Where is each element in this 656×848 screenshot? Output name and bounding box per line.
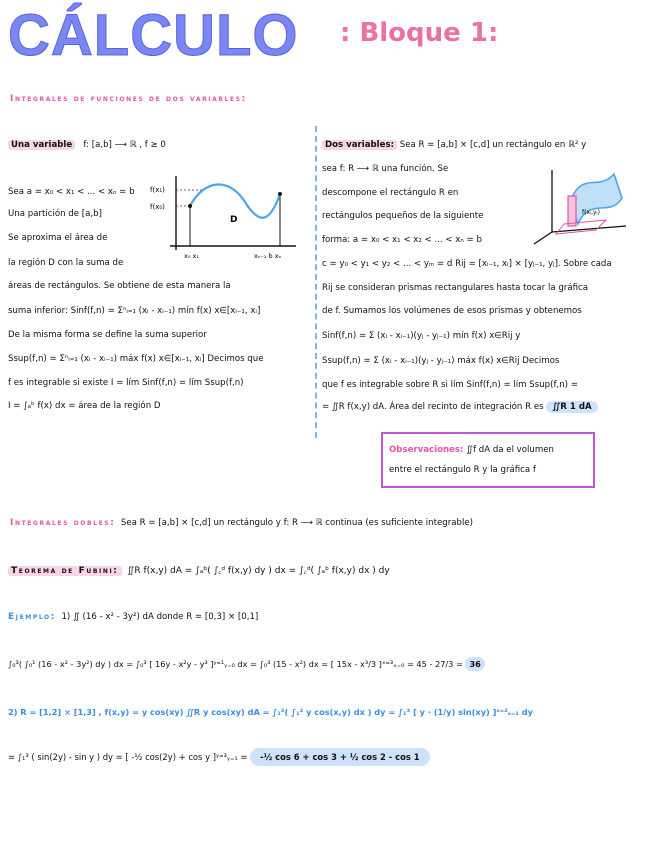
fubini-formula: ∬R f(x,y) dA = ∫ₐᵇ( ∫꜀ᵈ f(x,y) dy ) dx = ∫꜀ᵈ( ∫ₐᵇ f(x,y) dx ) dy <box>127 566 390 576</box>
example-2-statement: 2) R = [1,2] × [1,3] , f(x,y) = y cos(xy) ∬R y cos(xy) dA = ∫₁³( ∫₁² y cos(x,y) dx ) dy = ∫₁³ [ y · (1/y) sin(xy) ]ˣ⁼²ₓ₌₁ dy <box>8 707 533 717</box>
section-heading-double-integrals: Integrales dobles: <box>10 518 116 528</box>
left-line-3: la región D con la suma de <box>8 258 124 268</box>
function-curve <box>190 184 280 217</box>
column-divider <box>315 126 317 438</box>
fx0-label: f(x₀) <box>150 203 165 211</box>
prism <box>568 196 576 226</box>
right-line-8: Sinf(f,n) = Σ (xᵢ - xᵢ₋₁)(yⱼ - yⱼ₋₁) mín f(x) x∈Rij y <box>322 331 521 341</box>
right-line-4: forma: a = x₀ < x₁ < x₂ < ... < xₙ = b <box>322 235 482 245</box>
example-label: Ejemplo: <box>8 612 56 622</box>
observations-line-2: entre el rectángulo R y la gráfica f <box>389 465 536 475</box>
fx1-label: f(x₁) <box>150 186 165 194</box>
example-1-steps: ∫₀³( ∫₀¹ (16 - x² - 3y²) dy ) dx = ∫₀³ [ 16y - x²y - y³ ]ʸ⁼¹ᵧ₌₀ dx = ∫₀³ (15 - x²) dx = [ 15x - x³/3 ]ˣ⁼³ₓ₌₀ = 45 - 27/3 = <box>8 659 463 669</box>
one-variable-definition: f: [a,b] ⟶ ℝ , f ≥ 0 <box>83 140 166 150</box>
surface <box>570 174 622 224</box>
observations-line-1: ∬f dA da el volumen <box>466 445 554 455</box>
observations-label: Observaciones: <box>389 445 464 455</box>
fubini-theorem <box>8 562 390 581</box>
x-right-ticks: xₙ₋₁ b xₙ <box>254 252 282 260</box>
left-line-8: f es integrable si existe I = lím Sinf(f,n) = lím Ssup(f,n) <box>8 378 244 388</box>
right-line-0-wrap <box>322 136 586 155</box>
x-left-ticks: x₀ x₁ <box>184 252 199 260</box>
base-rectangle <box>556 220 606 234</box>
example-2-steps: = ∫₁³ ( sin(2y) - sin y ) dy = [ -½ cos(2y) + cos y ]ʸ⁼³ᵧ₌₁ = <box>8 752 248 762</box>
area-under-curve-graph <box>150 172 300 264</box>
right-line-11: = ∬R f(x,y) dA. Área del recinto de integración R es <box>322 402 544 412</box>
right-line-9: Ssup(f,n) = Σ (xᵢ - xᵢ₋₁)(yⱼ - yⱼ₋₁) máx f(x) x∈Rij Decimos <box>322 356 560 366</box>
right-line-11-wrap <box>322 398 598 417</box>
left-line-6: De la misma forma se define la suma superior <box>8 330 207 340</box>
example-2 <box>8 703 533 722</box>
left-line-1: Una partición de [a,b] <box>8 209 102 219</box>
left-line-9: I = ∫ₐᵇ f(x) dx = área de la región D <box>8 401 161 411</box>
x-axis-3d <box>534 232 552 244</box>
page-title: CÁLCULO <box>8 3 299 68</box>
example-2-answer: -½ cos 6 + cos 3 + ½ cos 2 - cos 1 <box>250 748 429 766</box>
observations-box <box>381 432 595 488</box>
section-heading-two-variables: Integrales de funciones de dos variables: <box>10 94 247 104</box>
prism-height-label: f(xᵢ,yⱼ) <box>582 209 600 216</box>
right-line-2: descompone el rectángulo R en <box>322 188 459 198</box>
right-line-5: c = y₀ < y₁ < y₂ < ... < yₘ = d Rij = [xᵢ₋₁, xᵢ] × [yⱼ₋₁, yⱼ]. Sobre cada <box>322 259 612 269</box>
page-subtitle: : Bloque 1: <box>340 18 499 48</box>
right-line-7: de f. Sumamos los volúmenes de esos prismas y obtenemos <box>322 306 582 316</box>
example-2-solution <box>8 748 430 767</box>
fubini-label: Teorema de Fubini: <box>8 566 122 576</box>
example-1-solution <box>8 655 485 674</box>
left-line-2: Se aproxima el área de <box>8 233 108 243</box>
curve-point <box>278 192 282 196</box>
two-variables-label: Dos variables: <box>322 140 397 150</box>
right-line-1: sea f: R ⟶ ℝ una función. Se <box>322 164 449 174</box>
double-integrals-text: Sea R = [a,b] × [c,d] un rectángulo y f: R ⟶ ℝ continua (es suficiente integrable) <box>120 518 473 528</box>
left-line-4: áreas de rectángulos. Se obtiene de esta manera la <box>8 281 231 291</box>
left-column-header <box>8 136 166 155</box>
example-1 <box>8 608 258 627</box>
right-line-3: rectángulos pequeños de la siguiente <box>322 211 484 221</box>
prism-3d-graph <box>530 162 640 248</box>
left-line-5: suma inferior: Sinf(f,n) = Σⁿᵢ₌₁ (xᵢ - xᵢ₋₁) mín f(x) x∈[xᵢ₋₁, xᵢ] <box>8 306 261 316</box>
region-label: D <box>230 215 238 225</box>
curve-point <box>188 204 192 208</box>
example-1-statement: 1) ∬ (16 - x² - 3y²) dA donde R = [0,3] × [0,1] <box>61 612 259 622</box>
left-line-0: Sea a = x₀ < x₁ < ... < xₙ = b <box>8 187 135 197</box>
left-line-7: Ssup(f,n) = Σⁿᵢ₌₁ (xᵢ - xᵢ₋₁) máx f(x) x∈[xᵢ₋₁, xᵢ] Decimos que <box>8 354 264 364</box>
area-formula: ∬R 1 dA <box>546 401 597 413</box>
right-line-0: Sea R = [a,b] × [c,d] un rectángulo en ℝ² y <box>399 140 587 150</box>
section-double-integrals <box>10 514 473 533</box>
right-line-10: que f es integrable sobre R si lím Sinf(f,n) = lím Ssup(f,n) = <box>322 380 578 390</box>
one-variable-label: Una variable <box>8 140 75 150</box>
example-1-answer: 36 <box>465 657 484 671</box>
right-line-6: Rij se consideran prismas rectangulares hasta tocar la gráfica <box>322 283 589 293</box>
